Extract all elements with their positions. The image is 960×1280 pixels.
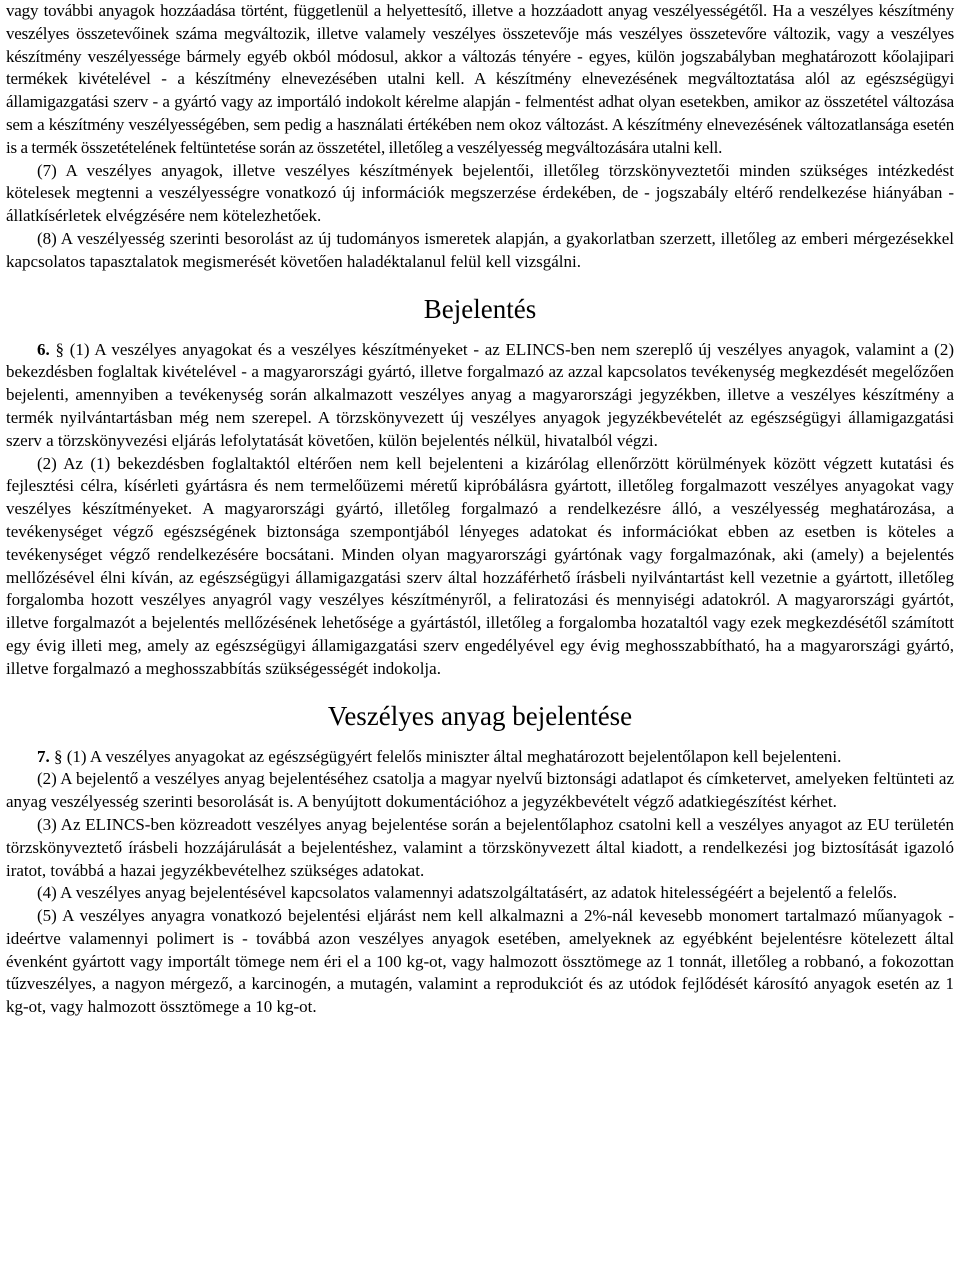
paragraph-continuation: vagy további anyagok hozzáadása történt, függetlenül a helyettesítő, illetve a hozzáadott anyag veszélyességétől. Ha a veszélyes készítmény veszélyes összetevőinek száma megváltozik, illetve valamely veszélyes összetevője más veszélyes összetevőre változik, vagy a veszélyes készítmény veszélyessége bármely egyéb okból módosul, akkor a változás tényére - egyes, külön jogszabályban meghatározott kőolajipari termékek kivételével - a készítmény elnevezésében utalni kell. A készítmény elnevezésének megváltoztatása alól az egészségügyi államigazgatási szerv - a gyártó vagy az importáló indokolt kérelme alapján - felmentést adhat olyan esetekben, amikor az összetétel változása sem a készítmény veszélyességében, sem pedig a használati értékében nem okoz változást. A készítmény elnevezésének változatlansága esetén is a termék összetételének feltüntetése során az összetétel, illetőleg a veszélyesség megváltozására utalni kell.: [6, 1, 954, 157]
paragraph-8: (8) A veszélyesség szerinti besorolást az új tudományos ismeretek alapján, a gyakorlatban szerzett, illetőleg az emberi mérgezésekkel kapcsolatos tapasztalatok megismerését követően haladéktalanul felül kell vizsgálni.: [6, 228, 954, 271]
section-heading-bejelentes: Bejelentés: [423, 293, 537, 324]
section-7-paragraph-5: (5) A veszélyes anyagra vonatkozó bejelentési eljárást nem kell alkalmazni a 2%-nál kevesebb monomert tartalmazó műanyagok - ideértve valamennyi polimert is - továbbá azon veszélyes anyagok esetében, amelyeknek az egyébként bejelentésre kötelezett által évenként gyártott vagy importált tömege nem éri el a 100 kg-ot, vagy halmozott össztömege az 1 tonnát, illetőleg a robbanó, a fokozottan tűzveszélyes, a nagyon mérgező, a karcinogén, a mutagén, valamint a reprodukciót és az utódok fejlődését károsító anyagok esetén az 1 kg-ot, vagy halmozott össztömege a 10 kg-ot.: [6, 906, 954, 1017]
section-7-paragraph-1: [6, 746, 954, 769]
section-6-paragraph-2: (2) Az (1) bekezdésben foglaltaktól eltérően nem kell bejelenteni a kizárólag ellenőrzött körülmények között végzett kutatási és fejlesztési célra, kísérleti gyártásra és nem termelőüzemi méretű kipróbálásra gyártott, illetőleg forgalmazott veszélyes anyagokat vagy veszélyes készítményeket. A magyarországi gyártó, illetőleg forgalmazó a rendelkezésre álló, a veszélyesség meghatározása, a tevékenységet végző egészségének biztonsága szempontjából lényeges adatokat és információkat ebben az esetben is köteles a tevékenységet végző rendelkezésére bocsátani. Minden olyan magyarországi gyártónak vagy forgalmazónak, aki (amely) a bejelentés mellőzésével élni kíván, az egészségügyi államigazgatási szerv által hozzáférhető írásbeli nyilvántartást kell vezetnie a gyártott, illetőleg forgalomba hozott veszélyes anyagról vagy veszélyes készítményről, a feliratozási és mennyiségi adatokról. A magyarországi gyártót, illetve forgalmazót a bejelentés mellőzésének lehetősége a gyártástól, illetőleg a forgalomba hozataltól vagy ezek megkezdésétől számított egy évig illeti meg, amely az egészségügyi államigazgatási szerv engedélyével egy évig meghosszabbítható, ha a magyarországi gyártó, illetve forgalmazó a meghosszabbítás szükségességét indokolja.: [6, 453, 954, 678]
section-6-paragraph-1-text: § (1) A veszélyes anyagokat és a veszélyes készítményeket - az ELINCS-ben nem szereplő új veszélyes anyagok, valamint a (2) bekezdésben foglaltak kivételével - a magyarországi gyártó, illetve forgalmazó az azzal kapcsolatos tevékenység megkezdését megelőzően bejelenti, amennyiben a tevékenység során alkalmazott veszélyes anyag a magyarországi jegyzékben, illetve a veszélyes készítmény a termék nyilvántartásban még nem szerepel. A törzskönyvezett új veszélyes anyagok jegyzékbevételét az egészségügyi államigazgatási szerv a törzskönyvezési eljárás lefolytatását követően, külön bejelentés nélkül, hivatalból végzi.: [6, 339, 955, 450]
section-7-paragraph-1-text: § (1) A veszélyes anyagokat az egészségügyért felelős miniszter által meghatározott bejelentőlapon kell bejelenteni.: [54, 746, 842, 766]
section-7-paragraph-2: (2) A bejelentő a veszélyes anyag bejelentéséhez csatolja a magyar nyelvű biztonsági adatlapot és címketervet, amelyeken feltünteti az anyag veszélyesség szerinti besorolását is. A benyújtott dokumentációhoz a jegyzékbevételt végző adatkiegészítést kérhet.: [6, 769, 954, 812]
section-7-paragraph-3: (3) Az ELINCS-ben közreadott veszélyes anyag bejelentése során a bejelentőlaphoz csatolni kell a veszélyes anyagot az EU területén törzskönyveztető írásbeli hozzájárulását a bejelentéshez, valamint a törzskönyvezett által kiadott, a rendelkezési jog biztosítását igazoló iratot, továbbá a hazai jegyzékbevételhez szükséges adatokat.: [6, 814, 954, 880]
section-6-paragraph-1: [6, 339, 954, 453]
document-page: [6, 0, 954, 1019]
section-number: 6.: [37, 339, 50, 359]
section-heading-veszelyes-anyag-bejelentese: Veszélyes anyag bejelentése: [327, 700, 633, 731]
section-number: 7.: [37, 746, 50, 766]
section-7-paragraph-4: (4) A veszélyes anyag bejelentésével kapcsolatos valamennyi adatszolgáltatásért, az adatok hitelességéért a bejelentő a felelős.: [37, 883, 898, 903]
paragraph-7: (7) A veszélyes anyagok, illetve veszélyes készítmények bejelentői, illetőleg törzskönyveztetői minden szükséges intézkedést kötelesek megtenni a veszélyességre vonatkozó új információk megszerzése érdekében, de - jogszabály eltérő rendelkezése hiányában - állatkísérletek elvégzésére nem kötelezhetőek.: [6, 160, 954, 226]
